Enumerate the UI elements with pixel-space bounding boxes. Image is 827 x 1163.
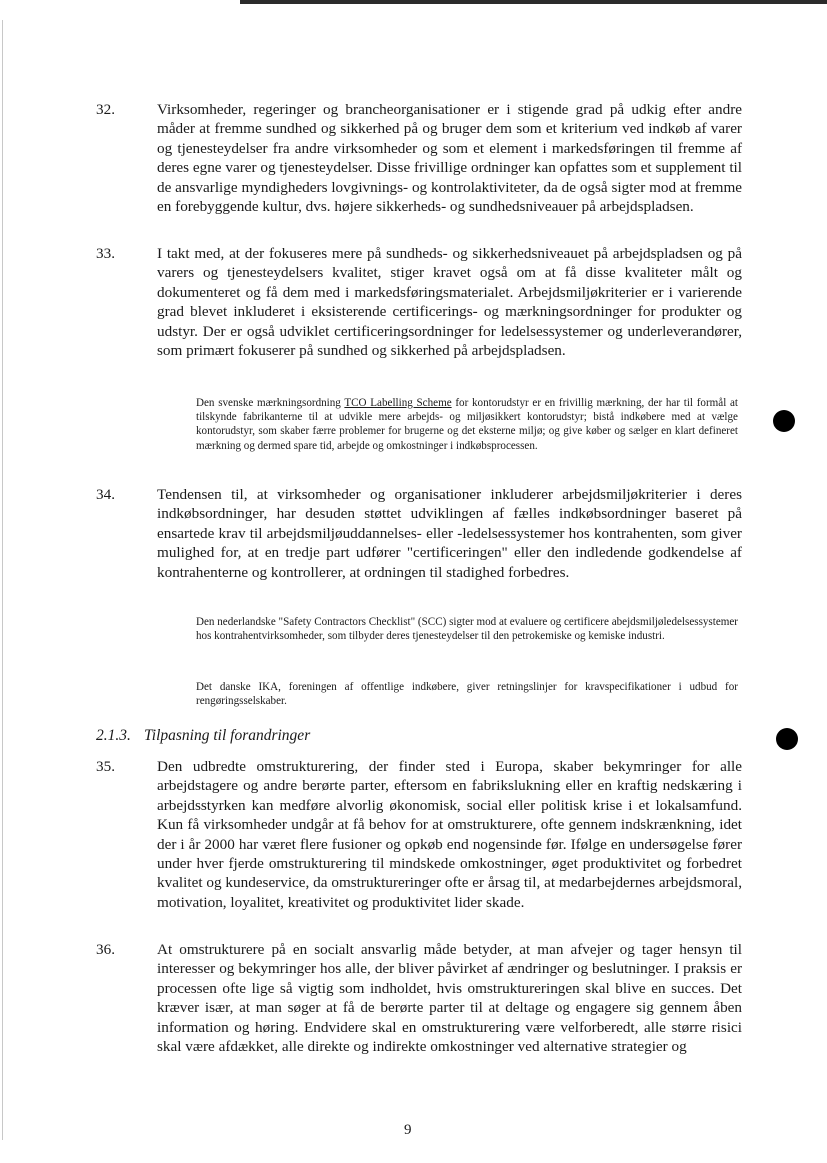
scan-top-border bbox=[240, 0, 827, 4]
section-heading bbox=[96, 727, 310, 745]
note-ika bbox=[196, 680, 738, 708]
paragraph-number: 33. bbox=[96, 245, 115, 262]
paragraph-text: I takt med, at der fokuseres mere på sundheds- og sikkerhedsniveauet på arbejdspladsen og på varers og tjenesteydelsers kvalitet, stiger kravet også om at få disse kvaliteter målt og dokumenteret og få dem med i markedsføringsmaterialet. Arbejdsmiljøkriterier er i varierende grad blevet inkluderet i eksisterende certificerings- og mærkningsordninger for produkter og udstyr. Der er også udviklet certificeringsordninger for ledelsessystemer og underleverandører, som primært fokuserer på sundhed og sikkerhed på arbejdspladsen. bbox=[157, 245, 742, 360]
note-text: Det danske IKA, foreningen af offentlige indkøbere, giver retningslinjer for kravspecifikationer i udbud for rengøringsselskaber. bbox=[196, 681, 738, 708]
paragraph-33 bbox=[96, 244, 742, 360]
paragraph-number: 32. bbox=[96, 101, 115, 118]
note-tco bbox=[196, 396, 738, 453]
note-scc bbox=[196, 615, 738, 643]
paragraph-34 bbox=[96, 485, 742, 582]
paragraph-number: 34. bbox=[96, 486, 115, 503]
paragraph-36 bbox=[96, 940, 742, 1056]
paragraph-text: At omstrukturere på en socialt ansvarlig måde betyder, at man afvejer og tager hensyn til interesser og bekymringer hos alle, der bliver påvirket af ændringer og beslutninger. I praksis er processen ofte lige så vigtig som indholdet, hvis omstruktureringen skal blive en succes. Det kræver især, at man søger at få de berørte parter til at deltage og engagere sig gennem åben information og høring. Endvidere skal en omstrukturering være velforberedt, alle større risici skal være afdækket, alle direkte og indirekte omkostninger ved alternative strategier og bbox=[157, 941, 742, 1056]
note-text: Den svenske mærkningsordning bbox=[196, 397, 345, 409]
paragraph-text: Tendensen til, at virksomheder og organisationer inkluderer arbejdsmiljøkriterier i deres indkøbsordninger, har desuden støttet udviklingen af fælles indkøbsordninger baseret på ensartede krav til arbejdsmiljøuddannelses- eller -ledelsessystemer hos kontrahenten, som giver mulighed for, at en tredje part udfører "certificeringen" eller den indledende godkendelse af kontrahenterne og kontrollerer, at ordningen til stadighed forbedres. bbox=[157, 486, 742, 581]
punch-hole-mark bbox=[773, 410, 795, 432]
punch-hole-mark bbox=[776, 728, 798, 750]
paragraph-35 bbox=[96, 757, 742, 912]
note-link-text: TCO Labelling Scheme bbox=[344, 397, 452, 409]
paragraph-32 bbox=[96, 100, 742, 216]
paragraph-number: 36. bbox=[96, 941, 115, 958]
section-number: 2.1.3. bbox=[96, 727, 131, 744]
note-text: for kontorudstyr er en frivillig mærkning, der har til formål at tilskynde fabrikanterne til at udvikle mere arbejds- og miljøsikkert kontorudstyr; bistå indkøbere med at vælge kontorudstyr, som skaber færre problemer for brugerne og det eksterne miljø; og give køber og sælger en klart defineret mærkning og dermed spare tid, arbejde og omkostninger i indkøbsprocessen. bbox=[196, 397, 739, 452]
note-text: Den nederlandske "Safety Contractors Checklist" (SCC) sigter mod at evaluere og certificere abejdsmiljøledelsessystemer hos kontrahentvirksomheder, som tilbyder deres tjenesteydelser til den petrokemiske og kemiske industri. bbox=[196, 616, 739, 643]
scan-left-edge bbox=[2, 20, 3, 1140]
page-number: 9 bbox=[404, 1122, 412, 1138]
section-title: Tilpasning til forandringer bbox=[144, 727, 311, 744]
paragraph-text: Virksomheder, regeringer og brancheorganisationer er i stigende grad på udkig efter andre måder at fremme sundhed og sikkerhed på og bruger dem som et kriterium ved indkøb af varer og tjenesteydelser fra andre virksomheder og som et element i markedsføringen til fremme af deres egne varer og tjenesteydelser. Disse frivillige ordninger kan opfattes som et supplement til de ansvarlige myndigheders lovgivnings- og kontrolaktiviteter, da de også sigter mod at fremme en forebyggende kultur, dvs. højere sikkerheds- og sundhedsniveauer på arbejdspladsen. bbox=[157, 101, 742, 216]
paragraph-number: 35. bbox=[96, 758, 115, 775]
paragraph-text: Den udbredte omstrukturering, der finder sted i Europa, skaber bekymringer for alle arbejdstagere og andre berørte parter, eftersom en fabrikslukning eller en kraftig nedskæring i arbejdsstyrken kan medføre alvorlig økonomisk, social eller politisk krise i et lokalsamfund. Kun få virksomheder undgår at få behov for at omstrukturere, ofte gennem indskrænkning, idet der i år 2000 har været flere fusioner og opkøb end nogensinde før. Ifølge en undersøgelse fører under hver fjerde omstrukturering til mindskede omkostninger, øget produktivitet og forbedret kvalitet og kundeservice, da omstruktureringer ofte er årsag til, at medarbejdernes arbejdsmoral, motivation, loyalitet, kreativitet og produktivitet lider skade. bbox=[157, 758, 742, 911]
